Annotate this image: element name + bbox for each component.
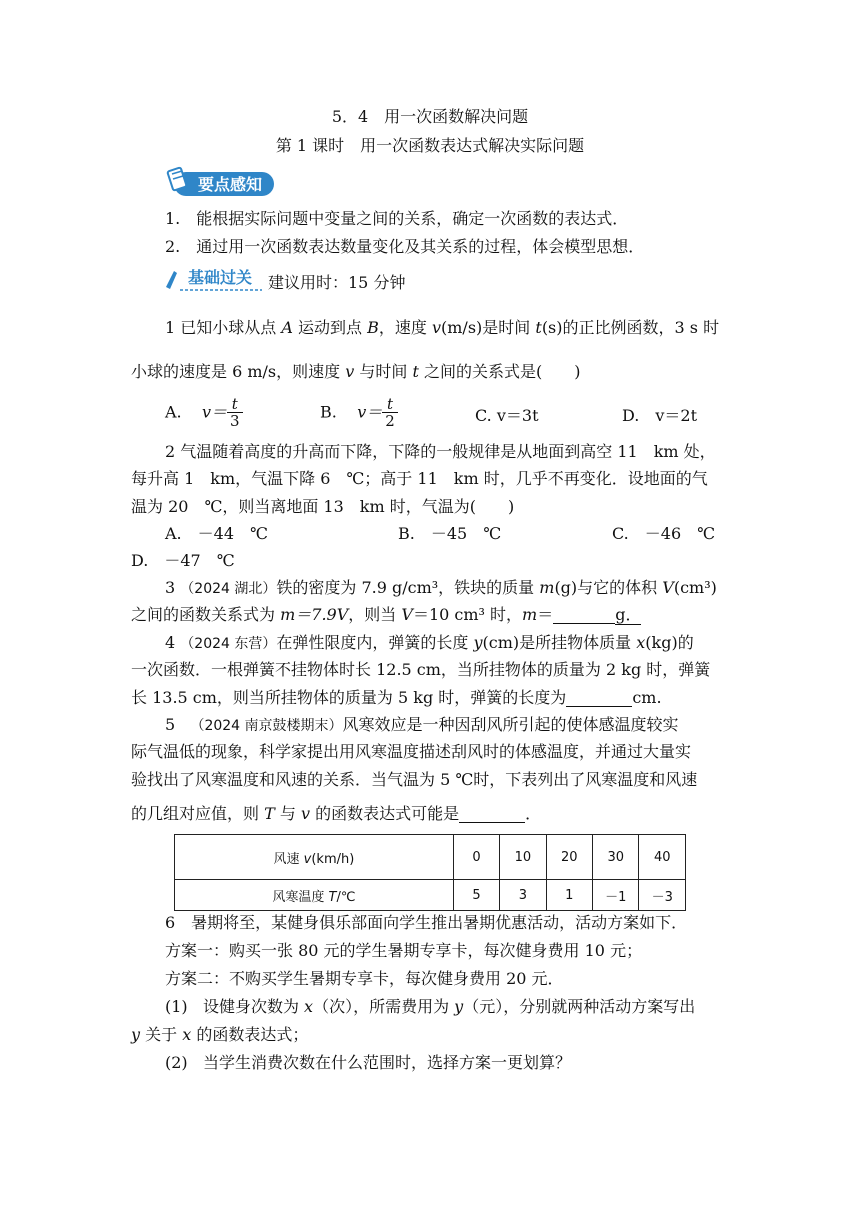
q2-option-a[interactable]: A. －44 ℃ [165,524,268,543]
q4-line2: 一次函数．一根弹簧不挂物体时长 12.5 cm，当所挂物体的质量为 2 kg 时，弹簧 [131,660,711,679]
basics-badge-label: 基础过关 [187,268,253,287]
section-title: 5．4 用一次函数解决问题 [331,107,529,126]
q5-source: （2024 南京鼓楼期末） [190,718,343,734]
q2-line3: 温为 20 ℃，则当离地面 13 km 时，气温为( ) [131,497,515,516]
q5-line3: 验找出了风寒温度和风速的关系．当气温为 5 ℃时，下表列出了风寒温度和风速 [131,770,698,789]
q6-plan1: 方案一：购买一张 80 元的学生暑期专享卡，每次健身费用 10 元； [165,941,643,960]
q1-line2: 小球的速度是 6 m/s，则速度 v 与时间 t 之间的关系式是( ) [131,362,581,381]
q4-line3: 长 13.5 cm，则当所挂物体的质量为 5 kg 时，弹簧的长度为 cm. [131,688,662,707]
q4-source: （2024 东营） [180,636,277,652]
table-row-temperature [175,880,686,911]
q2-option-b[interactable]: B. －45 ℃ [398,524,502,543]
table-cell: 20 [546,835,592,880]
key-points-badge-label: 要点感知 [197,175,263,194]
suggested-time: 建议用时：15 分钟 [268,273,406,292]
q2-line2: 每升高 1 km，气温下降 6 ℃；高于 11 km 时，几乎不再变化．设地面的气 [131,469,708,488]
q4-answer-blank[interactable] [566,688,632,707]
table-cell: 40 [639,835,686,880]
q1-option-d[interactable]: D. v＝2t [622,406,697,425]
basics-badge [162,265,270,295]
key-point-1: 1. 能根据实际问题中变量之间的关系，确定一次函数的表达式． [165,209,629,228]
table-cell: 1 [546,880,592,911]
table-cell: 30 [593,835,639,880]
q5-line2: 际气温低的现象，科学家提出用风寒温度描述刮风时的体感温度，并通过大量实 [131,742,692,761]
q3-line1: 3 （2024 湖北）铁的密度为 7.9 g/cm³，铁块的质量 m(g)与它的体积 V(cm³) [165,578,717,597]
wind-chill-table [174,834,686,911]
table-cell: －3 [639,880,686,911]
table-row-speed [175,835,686,880]
key-point-2: 2. 通过用一次函数表达数量变化及其关系的过程，体会模型思想． [165,237,645,256]
q6-sub2: (2) 当学生消费次数在什么范围时，选择方案一更划算？ [165,1053,571,1072]
key-points-badge [160,166,278,200]
q6-plan2: 方案二：不购买学生暑期专享卡，每次健身费用 20 元． [165,969,564,988]
table-header-temperature: 风寒温度 T/℃ [175,880,454,911]
q6-line1: 6 暑期将至，某健身俱乐部面向学生推出暑期优惠活动，活动方案如下． [165,913,688,932]
table-cell: 3 [500,880,546,911]
q3-answer-blank[interactable] [553,605,615,624]
q1-option-a[interactable]: A. v＝ $\frac{t}{3}$ [165,397,243,429]
q2-option-c[interactable]: C. －46 ℃ [612,524,716,543]
q5-line1: 5 （2024 南京鼓楼期末）风寒效应是一种因刮风所引起的使体感温度较实 [165,715,679,734]
q5-answer-blank[interactable] [459,804,525,823]
q3-line2: 之间的函数关系式为 m＝7.9V，则当 V＝10 cm³ 时，m＝ g． [131,605,642,624]
lesson-title: 第 1 课时 用一次函数表达式解决实际问题 [275,136,585,155]
q2-option-d[interactable]: D. －47 ℃ [131,551,235,570]
q2-line1: 2 气温随着高度的升高而下降，下降的一般规律是从地面到高空 11 km 处， [165,442,716,461]
q1-option-c[interactable]: C. v＝3t [475,406,539,425]
q1-line1: 1 已知小球从点 A 运动到点 B，速度 v(m/s)是时间 t(s)的正比例函数，3 s 时 [165,318,720,337]
table-cell: －1 [593,880,639,911]
table-cell: 5 [453,880,499,911]
table-header-speed: 风速 v(km/h) [175,835,454,880]
q6-sub1: (1) 设健身次数为 x（次），所需费用为 y（元），分别就两种活动方案写出 [165,997,696,1016]
q5-line4: 的几组对应值，则 T 与 v 的函数表达式可能是 ． [131,804,542,823]
q6-sub1-line2: y 关于 x 的函数表达式； [131,1025,309,1044]
q1-option-b[interactable]: B. v＝ $\frac{t}{2}$ [320,397,398,429]
table-cell: 0 [453,835,499,880]
q4-line1: 4 （2024 东营）在弹性限度内，弹簧的长度 y(cm)是所挂物体质量 x(kg)的 [165,633,694,652]
table-cell: 10 [500,835,546,880]
q3-source: （2024 湖北） [180,581,277,597]
